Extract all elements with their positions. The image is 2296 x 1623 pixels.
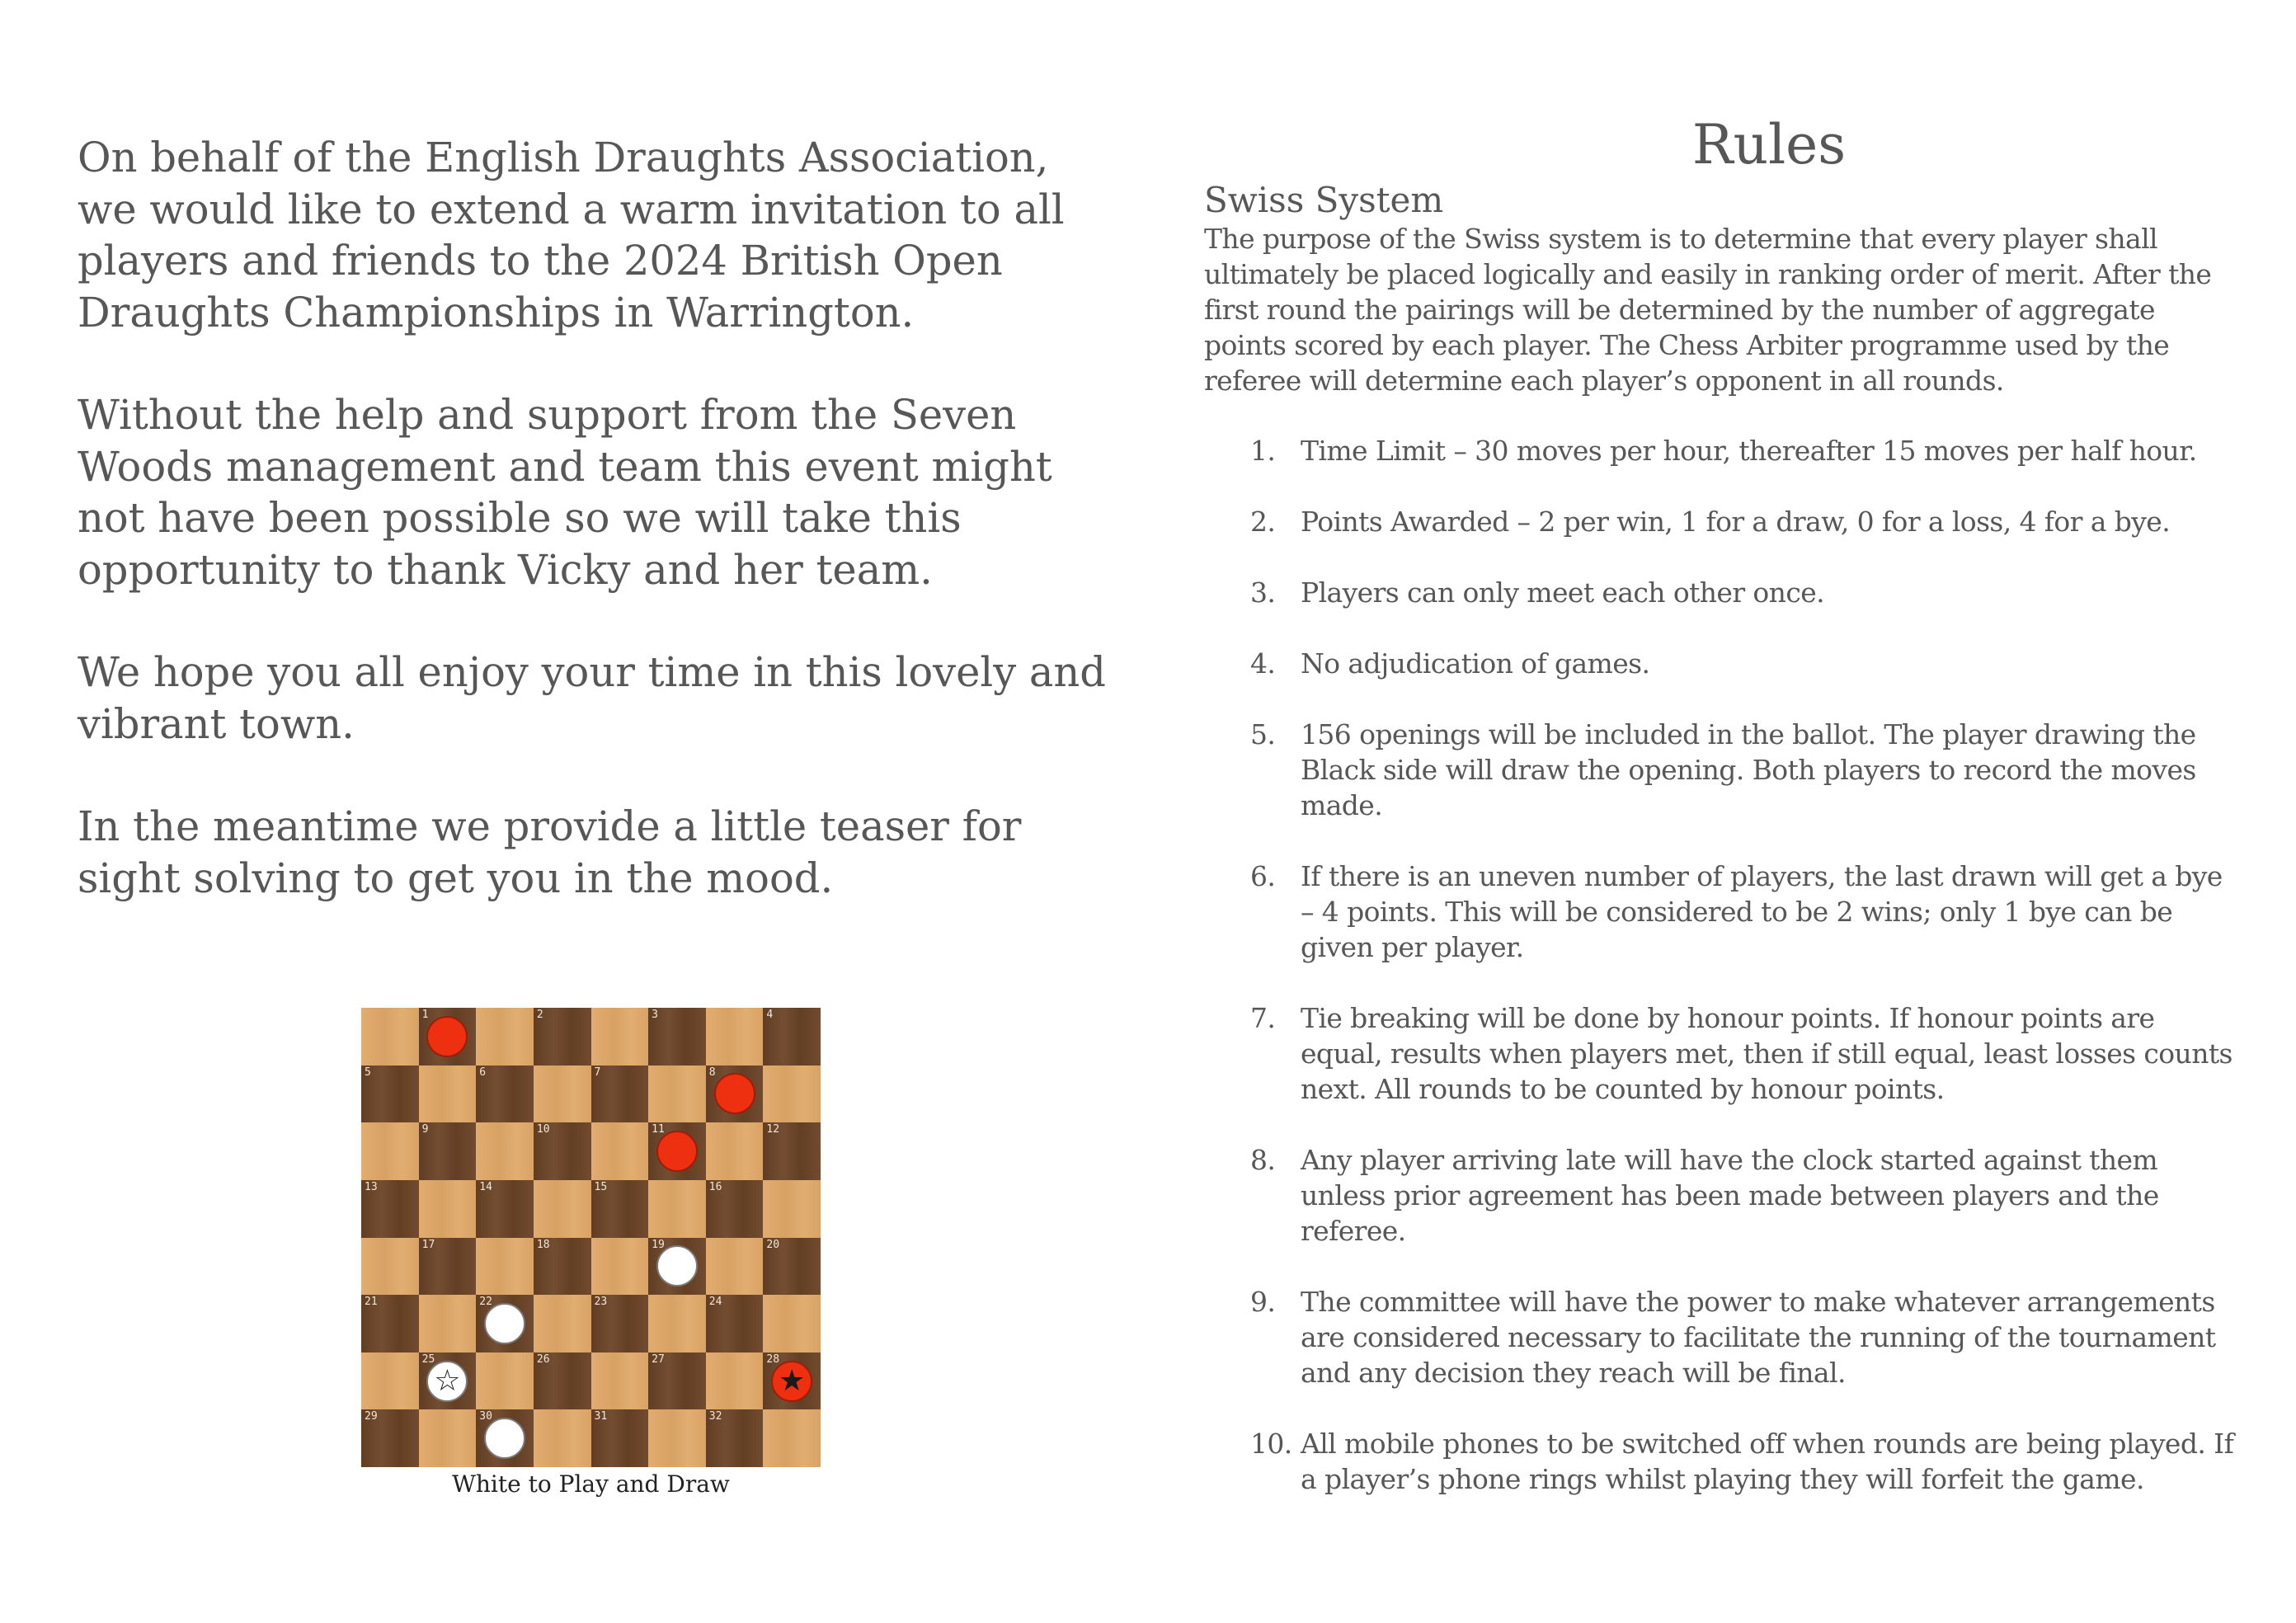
intro-paragraph: Without the help and support from the Seven Woods management and team this event might not have been possible so we will take this opportunity to thank Vicky and her team. xyxy=(78,391,1052,594)
board-square-1 xyxy=(419,1008,477,1066)
red-piece xyxy=(656,1131,698,1172)
rule-number: 10. xyxy=(1250,1428,1292,1460)
board-square-light xyxy=(763,1180,821,1238)
rule-text: All mobile phones to be switched off when rounds are being played. If a player’s phone rings whilst playing they will forfeit the game. xyxy=(1301,1428,2234,1495)
square-number: 6 xyxy=(479,1066,487,1079)
board-square-light xyxy=(591,1008,649,1066)
star-icon: ★ xyxy=(779,1363,806,1398)
rule-number: 4. xyxy=(1250,647,1276,680)
board-square-30 xyxy=(476,1409,534,1467)
board-square-light xyxy=(706,1238,764,1296)
square-number: 29 xyxy=(365,1410,378,1423)
board-square-16 xyxy=(706,1180,764,1238)
board-square-19 xyxy=(648,1238,706,1296)
square-number: 14 xyxy=(479,1180,492,1193)
board-square-13 xyxy=(361,1180,419,1238)
board-square-light xyxy=(763,1409,821,1467)
square-number: 17 xyxy=(421,1238,435,1251)
board-square-4 xyxy=(763,1008,821,1066)
rule-number: 3. xyxy=(1250,576,1276,609)
square-number: 2 xyxy=(536,1009,543,1021)
rule-text: Tie breaking will be done by honour points. If honour points are equal, results when players met, then if still equal, least losses counts next. All rounds to be counted by honour points. xyxy=(1301,1002,2232,1105)
square-number: 31 xyxy=(594,1410,608,1423)
square-number: 32 xyxy=(708,1410,722,1423)
board-square-14 xyxy=(476,1180,534,1238)
board-square-light xyxy=(476,1008,534,1066)
board-square-light xyxy=(706,1352,764,1410)
board-square-23 xyxy=(591,1295,649,1352)
board-square-20 xyxy=(763,1238,821,1296)
square-number: 28 xyxy=(766,1352,780,1366)
rules-title: Rules xyxy=(1691,113,1847,176)
intro-paragraph: In the meantime we provide a little teaser for sight solving to get you in the mood. xyxy=(78,802,1022,902)
board-square-light xyxy=(476,1122,534,1180)
rule-number: 1. xyxy=(1250,435,1276,467)
board-square-15 xyxy=(591,1180,649,1238)
square-number: 5 xyxy=(365,1066,371,1079)
puzzle-caption: White to Play and Draw xyxy=(452,1470,730,1498)
white-piece xyxy=(656,1245,698,1287)
board-square-light xyxy=(591,1238,649,1296)
board-square-light xyxy=(534,1409,591,1467)
rule-item xyxy=(1204,504,2243,539)
star-icon: ☆ xyxy=(434,1363,461,1398)
rule-number: 7. xyxy=(1250,1002,1276,1034)
square-number: 11 xyxy=(652,1123,665,1136)
board-square-light xyxy=(706,1008,764,1066)
rule-text: Time Limit – 30 moves per hour, thereafter 15 moves per half hour. xyxy=(1301,435,2197,467)
board-square-24 xyxy=(706,1295,764,1352)
square-number: 3 xyxy=(652,1009,658,1021)
square-number: 23 xyxy=(594,1296,608,1309)
board-square-28 xyxy=(763,1352,821,1410)
square-number: 16 xyxy=(708,1180,722,1193)
white-piece xyxy=(484,1303,525,1344)
rule-item xyxy=(1204,1426,2243,1497)
white-king-piece xyxy=(426,1361,468,1402)
intro-column xyxy=(78,132,1117,955)
rule-item xyxy=(1204,1000,2243,1107)
square-number: 15 xyxy=(594,1180,608,1193)
board-square-9 xyxy=(419,1122,477,1180)
rule-text: No adjudication of games. xyxy=(1301,647,1650,680)
draughts-puzzle xyxy=(361,1008,821,1498)
square-number: 10 xyxy=(536,1123,550,1136)
board-square-light xyxy=(706,1122,764,1180)
square-number: 13 xyxy=(365,1180,378,1193)
rule-item xyxy=(1204,717,2243,823)
board-square-26 xyxy=(534,1352,591,1410)
board-square-5 xyxy=(361,1066,419,1123)
square-number: 9 xyxy=(421,1123,429,1136)
rule-item xyxy=(1204,859,2243,965)
swiss-system-heading: Swiss System xyxy=(1204,180,1444,220)
rule-item xyxy=(1204,646,2243,681)
square-number: 18 xyxy=(536,1238,550,1251)
rules-list xyxy=(1204,433,2243,1497)
intro-paragraph: We hope you all enjoy your time in this lovely and vibrant town. xyxy=(78,648,1106,748)
rule-text: If there is an uneven number of players, the last drawn will get a bye – 4 points. This will be considered to be 2 wins; only 1 bye can be given per player. xyxy=(1301,860,2223,963)
square-number: 7 xyxy=(594,1066,601,1079)
board-square-light xyxy=(648,1180,706,1238)
square-number: 4 xyxy=(766,1009,774,1021)
board-square-3 xyxy=(648,1008,706,1066)
square-number: 30 xyxy=(479,1410,492,1423)
board-square-11 xyxy=(648,1122,706,1180)
rule-text: Any player arriving late will have the clock started against them unless prior agreement has been made between players and the referee. xyxy=(1301,1144,2159,1247)
board-square-light xyxy=(534,1180,591,1238)
square-number: 8 xyxy=(708,1066,716,1079)
board-square-32 xyxy=(706,1409,764,1467)
board-square-8 xyxy=(706,1066,764,1123)
board-square-21 xyxy=(361,1295,419,1352)
board-square-light xyxy=(476,1352,534,1410)
board-square-27 xyxy=(648,1352,706,1410)
board-square-light xyxy=(648,1409,706,1467)
board-square-light xyxy=(419,1066,477,1123)
rule-text: The committee will have the power to make whatever arrangements are considered necessary to facilitate the running of the tournament and any decision they reach will be final. xyxy=(1301,1286,2216,1389)
draughts-board xyxy=(361,1008,821,1467)
board-square-light xyxy=(763,1295,821,1352)
board-square-31 xyxy=(591,1409,649,1467)
board-square-12 xyxy=(763,1122,821,1180)
square-number: 20 xyxy=(766,1238,780,1251)
board-square-light xyxy=(648,1295,706,1352)
red-king-piece xyxy=(771,1361,812,1402)
red-piece xyxy=(714,1073,755,1114)
board-square-light xyxy=(534,1295,591,1352)
board-square-light xyxy=(591,1352,649,1410)
board-square-17 xyxy=(419,1238,477,1296)
square-number: 19 xyxy=(652,1238,665,1251)
board-square-light xyxy=(648,1066,706,1123)
square-number: 22 xyxy=(479,1296,492,1309)
board-square-22 xyxy=(476,1295,534,1352)
rule-item xyxy=(1204,575,2243,610)
square-number: 25 xyxy=(421,1352,435,1366)
swiss-system-description: The purpose of the Swiss system is to determine that every player shall ultimately be placed logically and easily in ranking order of merit. After the first round the pairings will be determined by the number of aggregate points scored by each player. The Chess Arbiter programme used by the referee will determine each player’s opponent in all rounds. xyxy=(1204,223,2212,397)
square-number: 27 xyxy=(652,1352,665,1366)
rule-number: 5. xyxy=(1250,718,1276,750)
rule-text: 156 openings will be included in the ballot. The player drawing the Black side will draw the opening. Both players to record the moves made. xyxy=(1301,718,2196,821)
rule-number: 9. xyxy=(1250,1286,1276,1318)
rule-item xyxy=(1204,1284,2243,1390)
board-square-light xyxy=(476,1238,534,1296)
square-number: 21 xyxy=(365,1296,378,1309)
board-square-18 xyxy=(534,1238,591,1296)
square-number: 12 xyxy=(766,1123,780,1136)
board-square-light xyxy=(591,1122,649,1180)
rule-text: Points Awarded – 2 per win, 1 for a draw, 0 for a loss, 4 for a bye. xyxy=(1301,506,2171,538)
rule-item xyxy=(1204,1142,2243,1249)
rule-item xyxy=(1204,433,2243,468)
intro-paragraph: On behalf of the English Draughts Association, we would like to extend a warm invitation to all players and friends to the 2024 British Open Draughts Championships in Warrington. xyxy=(78,134,1065,336)
square-number: 24 xyxy=(708,1296,722,1309)
board-square-light xyxy=(534,1066,591,1123)
square-number: 26 xyxy=(536,1352,550,1366)
rule-number: 2. xyxy=(1250,506,1276,538)
board-square-6 xyxy=(476,1066,534,1123)
board-square-10 xyxy=(534,1122,591,1180)
rule-text: Players can only meet each other once. xyxy=(1301,576,1825,609)
red-piece xyxy=(426,1016,468,1057)
board-square-light xyxy=(361,1008,419,1066)
board-square-light xyxy=(419,1180,477,1238)
board-square-light xyxy=(361,1122,419,1180)
board-square-light xyxy=(419,1409,477,1467)
square-number: 1 xyxy=(421,1009,429,1021)
white-piece xyxy=(484,1418,525,1459)
board-square-2 xyxy=(534,1008,591,1066)
board-square-light xyxy=(419,1295,477,1352)
board-square-7 xyxy=(591,1066,649,1123)
board-square-light xyxy=(763,1066,821,1123)
rule-number: 6. xyxy=(1250,860,1276,892)
board-square-light xyxy=(361,1238,419,1296)
rule-number: 8. xyxy=(1250,1144,1276,1176)
board-square-light xyxy=(361,1352,419,1410)
board-square-25 xyxy=(419,1352,477,1410)
board-square-29 xyxy=(361,1409,419,1467)
rules-column xyxy=(1204,115,2243,1532)
